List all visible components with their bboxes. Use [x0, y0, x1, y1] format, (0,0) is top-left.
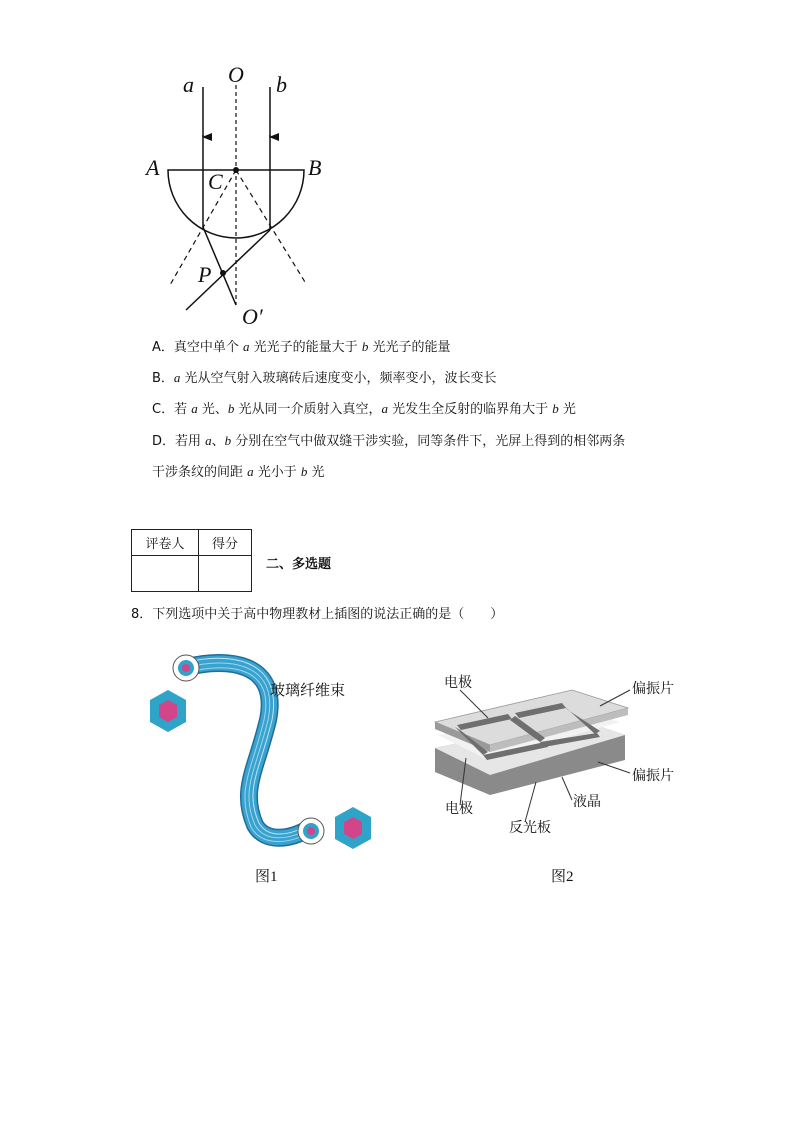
label-O-prime: O′ — [242, 304, 263, 329]
label-b: b — [276, 72, 287, 97]
score-table-header-grader: 评卷人 — [132, 530, 199, 556]
figure1-illustration — [140, 650, 390, 855]
figure2-caption: 图2 — [551, 869, 574, 885]
score-table-cell-grader[interactable] — [132, 556, 199, 592]
score-table-header-score: 得分 — [199, 530, 252, 556]
figure2-label-polarizer-bottom: 偏振片 — [632, 768, 674, 784]
label-O: O — [228, 62, 244, 87]
figure2-leader-lines — [430, 680, 650, 830]
question-8: 8．下列选项中关于高中物理教材上插图的说法正确的是（ ） — [131, 607, 504, 622]
ray-diagram — [140, 60, 340, 335]
label-C: C — [208, 169, 223, 194]
point-C — [233, 167, 239, 173]
label-B: B — [308, 155, 322, 180]
figure2-label-reflector: 反光板 — [509, 820, 551, 836]
section-title: 二、多选题 — [266, 557, 332, 572]
score-table-cell-score[interactable] — [199, 556, 252, 592]
option-a: A．真空中单个 a 光光子的能量大于 b 光光子的能量 — [152, 339, 451, 355]
figure1-label-glass-fiber: 玻璃纤维束 — [270, 681, 346, 699]
figure2-label-liquid-crystal: 液晶 — [573, 794, 601, 810]
point-P — [220, 270, 226, 276]
label-A: A — [146, 155, 160, 180]
option-d-line2: 干涉条纹的间距 a 光小于 b 光 — [152, 464, 325, 480]
figure2-label-electrode-bottom: 电极 — [445, 801, 473, 817]
option-d: D．若用 a、b 分别在空气中做双缝干涉实验，同等条件下，光屏上得到的相邻两条 — [152, 433, 626, 449]
figure2-label-electrode-top: 电极 — [444, 675, 472, 691]
figure2-label-polarizer-top: 偏振片 — [632, 681, 674, 697]
score-table — [131, 529, 252, 592]
figure1-caption: 图1 — [255, 869, 278, 885]
option-b: B．a 光从空气射入玻璃砖后速度变小，频率变小，波长变长 — [152, 370, 497, 386]
label-P: P — [198, 262, 212, 287]
label-a: a — [183, 72, 194, 97]
option-c: C．若 a 光、b 光从同一介质射入真空，a 光发生全反射的临界角大于 b 光 — [152, 401, 576, 417]
